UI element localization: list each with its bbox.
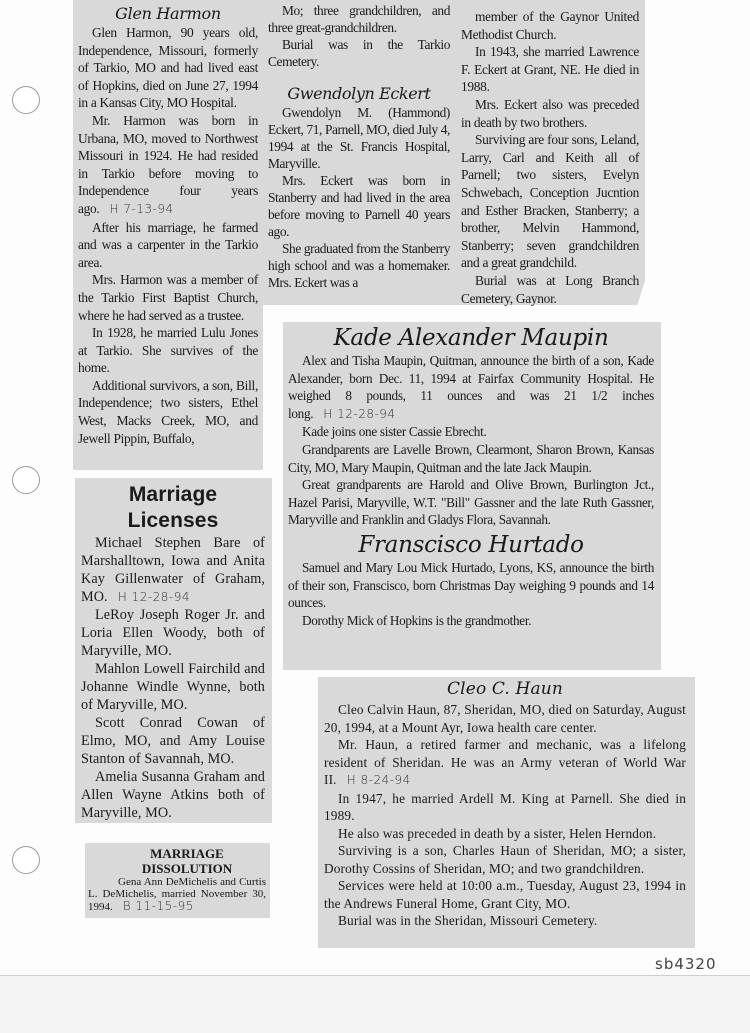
glen-harmon-column [78,4,258,447]
handwritten-date: H 12-28-94 [117,590,191,604]
dissolution-text: Gena Ann DeMichelis and Curtis L. DeMichelis, married November 30, 1994. [88,876,266,913]
marriage-licenses-clipping [75,478,272,823]
paragraph: Cleo Calvin Haun, 87, Sheridan, MO, died on Saturday, August 20, 1994, at a Mount Ayr, Iowa health care center. [324,702,686,735]
paragraph-text: Alex and Tisha Maupin, Quitman, announce the birth of a son, Kade Alexander, born Dec. 11, 1994 at Fairfax Community Hospital. He weighed 8 pounds, 11 ounces and was 21 1/2 inches long. [288,353,654,421]
announcement-title: Kade Alexander Maupin [333,325,609,351]
handwritten-date: H 12-28-94 [323,406,396,421]
paragraph-list [81,534,265,822]
title-line: Marriage [128,483,218,506]
paragraph-list [288,352,654,529]
paragraph: member of the Gaynor United Methodist Church. [461,9,639,42]
paragraph: LeRoy Joseph Roger Jr. and Loria Ellen Woody, both of Maryville, MO. [81,607,265,659]
cleo-haun-clipping [318,677,695,948]
section-title [88,846,266,876]
paragraph [324,736,686,790]
paragraph: She graduated from the Stanberry high school and was a homemaker. Mrs. Eckert was a [268,241,450,290]
title-line: MARRIAGE [150,846,224,861]
paragraph: Surviving are four sons, Leland, Larry, Carl and Keith all of Parnell; two sisters, Evelyn Schwebach, Conception Jucntion and Esther Bracken, Stanberry; a brother, Melvin Hammond, Stanberry; seven grandchildren and a great grandchild. [461,132,639,271]
reference-number: sb4320 [655,955,717,973]
paragraph: Samuel and Mary Lou Mick Hurtado, Lyons, KS, announce the birth of their son, Franscisco, born Christmas Day weighing 9 pounds and 14 ounces. [288,559,654,611]
obituary-title: Glen Harmon [115,4,221,23]
paragraph-list [78,24,258,447]
binder-hole [12,466,40,494]
paragraph: In 1943, she married Lawrence F. Eckert at Grant, NE. He died in 1988. [461,44,639,95]
obituary-title: Gwendolyn Eckert [287,84,431,103]
paragraph: Scott Conrad Cowan of Elmo, MO, and Amy Louise Stanton of Savannah, MO. [81,715,265,767]
paragraph: Surviving is a son, Charles Haun of Sheridan, MO; a sister, Dorothy Cossins of Sheridan, MO; and two grandchildren. [324,843,686,876]
paragraph: Gwendolyn M. (Hammond) Eckert, 71, Parnell, MO, died July 4, 1994 at the St. Francis Hospital, Maryville. [268,105,450,171]
paragraph: Mrs. Harmon was a member of the Tarkio First Baptist Church, where he had served as a trustee. [78,272,258,323]
paragraph: Burial was in the Tarkio Cemetery. [268,37,450,69]
handwritten-date: H 8-24-94 [346,773,411,787]
paragraph: Services were held at 10:00 a.m., Tuesday, August 23, 1994 in the Andrews Funeral Home, Grant City, MO. [324,878,686,911]
marriage-dissolution-clipping [85,843,270,918]
handwritten-date: B 11-15-95 [122,899,194,913]
paragraph: Mahlon Lowell Fairchild and Johanne Windle Wynne, both of Maryville, MO. [81,661,265,713]
paragraph: Great grandparents are Harold and Olive Brown, Burlington Jct., Hazel Parisi, Maryville, W.T. "Bill" Gassner and the late Ruth Gassner, Maryville and Franklin and Gladys Flora, Savannah. [288,477,654,528]
paragraph-list [324,701,686,930]
paragraph-list [288,559,654,629]
right-column [461,8,639,307]
paragraph-list [461,8,639,307]
binder-hole [12,86,40,114]
paragraph-text: Michael Stephen Bare of Marshalltown, Iowa and Anita Kay Gillenwater of Graham, MO. [81,535,265,605]
paragraph: Dorothy Mick of Hopkins is the grandmother. [302,612,532,628]
paragraph [288,352,654,423]
paragraph: After his marriage, he farmed and was a carpenter in the Tarkio area. [78,219,258,270]
paragraph: Mo; three grandchildren, and three great-grandchildren. [268,3,450,35]
paragraph-list [268,2,450,70]
paragraph: Additional survivors, a son, Bill, Independence; two sisters, Ethel West, Macks Creek, MO, and Jewell Pippin, Buffalo, [78,377,258,446]
paragraph-list [268,104,450,291]
paragraph: Grandparents are Lavelle Brown, Clearmont, Sharon Brown, Kansas City, MO, Mary Maupin, Quitman and the late Jack Maupin. [288,441,654,475]
obituary-title: Cleo C. Haun [446,679,563,699]
paragraph [78,112,258,219]
paragraph: Mrs. Eckert also was preceded in death by two brothers. [461,96,639,130]
paragraph [81,534,265,606]
paragraph-text: Mr. Harmon was born in Urbana, MO, moved to Northwest Missouri in 1924. He had resided in Tarkio before moving to Independence four years ago. [78,112,258,216]
binder-hole [12,846,40,874]
paragraph: Mrs. Eckert was born in Stanberry and had lived in the area before moving to Parnell 40 years ago. [268,173,450,239]
paragraph: In 1947, he married Ardell M. King at Parnell. She died in 1989. [324,790,686,823]
paragraph: In 1928, he married Lulu Jones at Tarkio. She survives of the home. [78,325,258,376]
section-title [81,482,265,534]
middle-column [268,2,450,291]
announcement-title: Franscisco Hurtado [358,531,584,558]
paragraph: He also was preceded in death by a sister, Helen Herndon. [338,825,657,841]
title-line: Licenses [127,509,219,532]
paragraph: Burial was in the Sheridan, Missouri Cemetery. [338,913,598,928]
dissolution-paragraph [88,876,266,913]
title-line: DISSOLUTION [141,861,233,876]
paragraph: Burial was at Long Branch Cemetery, Gaynor. [461,272,639,306]
paragraph-text: Mr. Haun, a retired farmer and mechanic, was a lifelong resident of Sheridan. He was an Army veteran of World War II. [324,737,686,787]
handwritten-date: H 7-13-94 [109,201,174,216]
birth-announcements-clipping [283,322,661,670]
paragraph: Kade joins one sister Cassie Ebrecht. [302,424,487,440]
paragraph: Glen Harmon, 90 years old, Independence, Missouri, formerly of Tarkio, MO and had lived east of Hopkins, died on June 27, 1994 in a Kansas City, MO Hospital. [78,25,258,111]
paragraph: Amelia Susanna Graham and Allen Wayne Atkins both of Maryville, MO. [81,769,265,821]
